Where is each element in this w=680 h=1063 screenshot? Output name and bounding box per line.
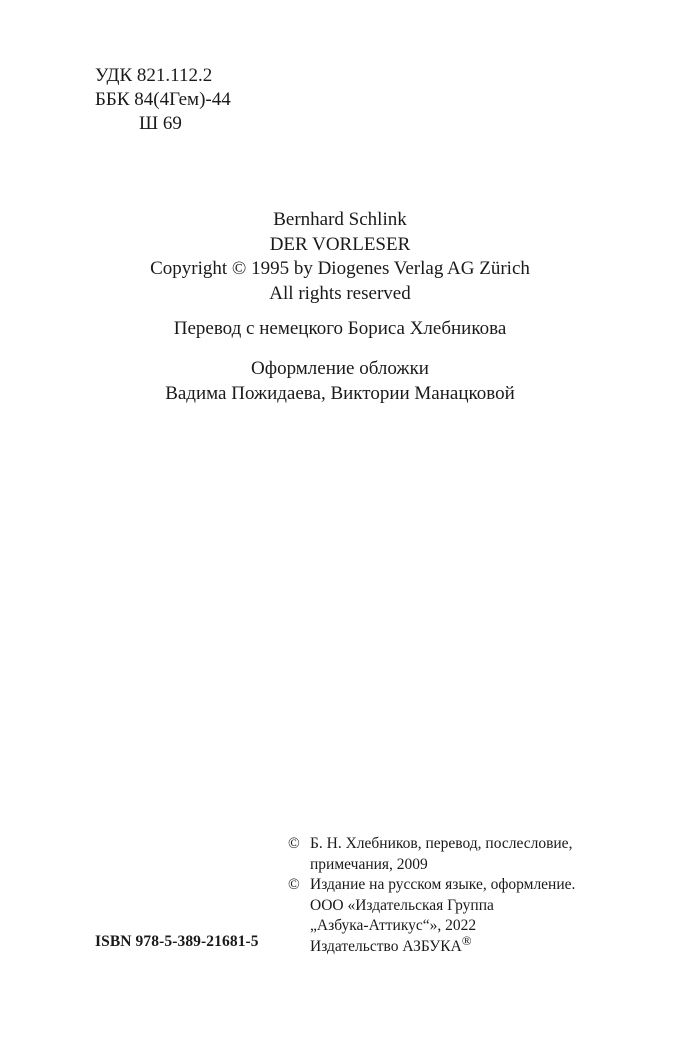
isbn: ISBN 978-5-389-21681-5	[95, 933, 259, 950]
classification-block	[95, 64, 231, 136]
cover-design-block	[0, 357, 680, 406]
cover-design-label: Оформление обложки	[251, 358, 429, 379]
notice-line: Б. Н. Хлебников, перевод, послесловие,	[310, 835, 573, 852]
original-author: Bernhard Schlink	[273, 209, 407, 230]
original-edition-block	[0, 208, 680, 306]
notice-line: примечания, 2009	[310, 855, 428, 873]
copyright-icon: ©	[288, 835, 300, 852]
original-copyright: Copyright © 1995 by Diogenes Verlag AG Zürich	[150, 258, 530, 279]
publisher-label: Издательство АЗБУКА	[310, 937, 462, 955]
author-mark: Ш 69	[139, 113, 182, 134]
publisher-name	[310, 932, 575, 958]
notice-line: „Азбука-Аттикус“», 2022	[310, 917, 477, 934]
cover-designers: Вадима Пожидаева, Виктории Манацковой	[165, 382, 515, 404]
translator-block	[0, 317, 680, 342]
bbk-code: ББК 84(4Гем)-44	[95, 89, 231, 110]
edition-copyright-notice	[288, 875, 668, 957]
notice-line: ООО «Издательская Группа	[310, 896, 494, 914]
translation-copyright-notice	[288, 834, 668, 875]
rights-statement: All rights reserved	[269, 282, 411, 304]
copyright-notices	[288, 834, 668, 957]
copyright-icon: ©	[288, 876, 300, 893]
original-title: DER VORLESER	[269, 233, 411, 255]
registered-mark-icon: ®	[461, 932, 472, 948]
udk-code: УДК 821.112.2	[95, 65, 213, 86]
notice-line: Издание на русском языке, оформление.	[310, 876, 576, 893]
translator-credit: Перевод с немецкого Бориса Хлебникова	[173, 318, 507, 339]
